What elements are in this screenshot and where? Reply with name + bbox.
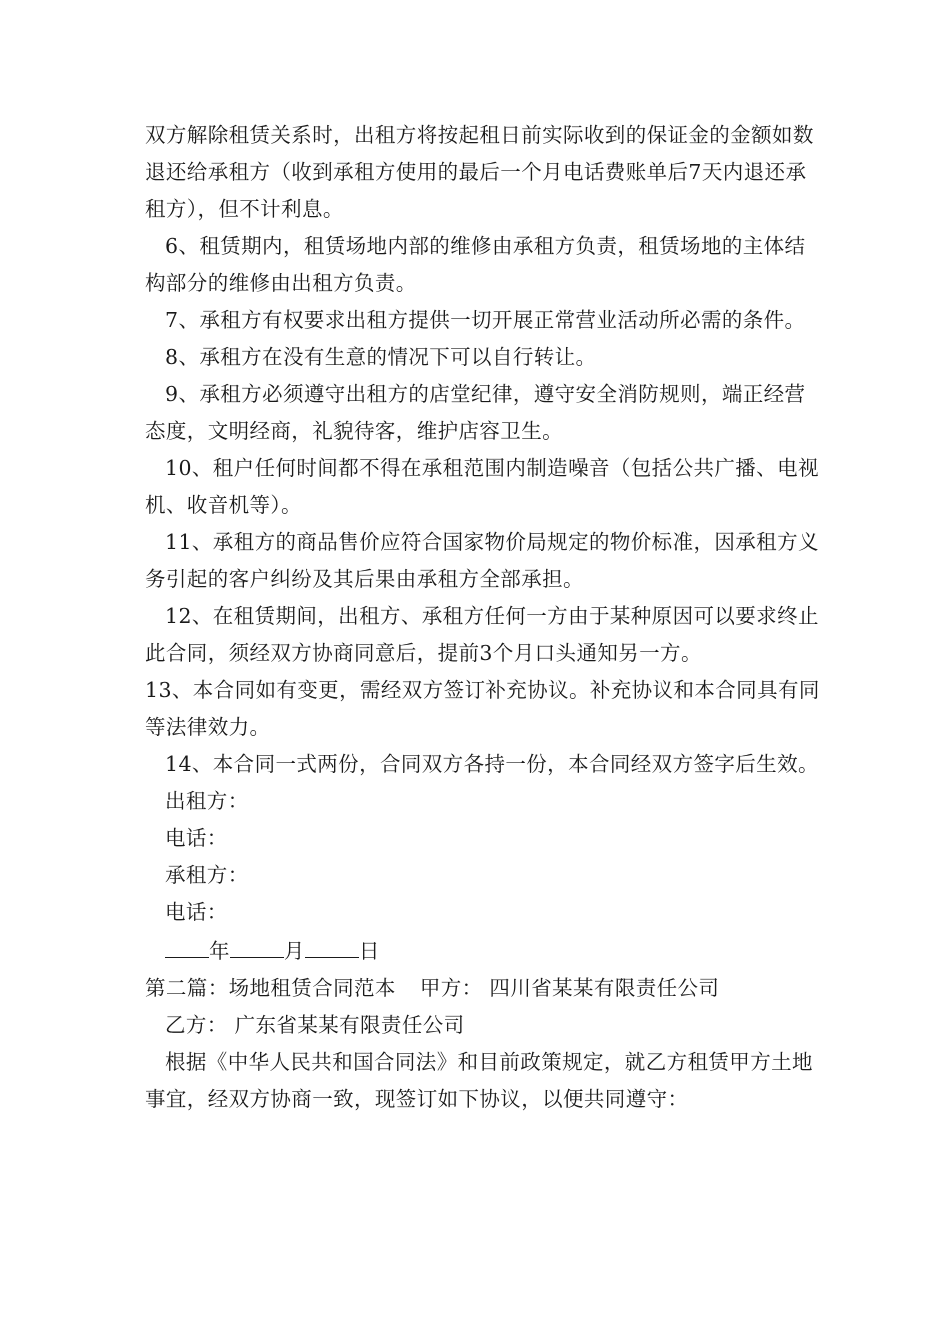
paragraph-continuation: 双方解除租赁关系时，出租方将按起租日前实际收到的保证金的金额如数退还给承租方（收到承租方使用的最后一个月电话费账单后7天内退还承租方），但不计利息。 bbox=[145, 123, 814, 221]
lessor-phone-label: 电话： bbox=[165, 826, 228, 850]
clause-10: 10、租户任何时间都不得在承租范围内制造噪音（包括公共广播、电视机、收音机等）。 bbox=[145, 456, 819, 517]
day-blank bbox=[305, 931, 359, 958]
lessee-phone-label: 电话： bbox=[165, 900, 228, 924]
year-char: 年 bbox=[209, 939, 230, 963]
clause-14: 14、本合同一式两份，合同双方各持一份，本合同经双方签字后生效。 bbox=[165, 752, 819, 776]
second-part-intro: 根据《中华人民共和国合同法》和目前政策规定，就乙方租赁甲方土地事宜，经双方协商一致，现签订如下协议，以便共同遵守： bbox=[145, 1050, 813, 1111]
day-char: 日 bbox=[358, 939, 380, 963]
document-body bbox=[145, 117, 825, 1118]
clause-9: 9、承租方必须遵守出租方的店堂纪律，遵守安全消防规则，端正经营态度，文明经商，礼貌待客，维护店容卫生。 bbox=[145, 382, 806, 443]
lessor-label: 出租方： bbox=[165, 789, 249, 813]
clause-11: 11、承租方的商品售价应符合国家物价局规定的物价标准，因承租方义务引起的客户纠纷及其后果由承租方全部承担。 bbox=[145, 530, 819, 591]
month-char: 月 bbox=[283, 939, 305, 963]
year-blank bbox=[165, 931, 209, 958]
month-blank bbox=[230, 931, 284, 958]
clause-13: 13、本合同如有变更，需经双方签订补充协议。补充协议和本合同具有同等法律效力。 bbox=[145, 678, 820, 739]
date-line bbox=[145, 931, 825, 970]
party-a: 甲方： 四川省某某有限责任公司 bbox=[419, 976, 720, 1000]
lessee-label: 承租方： bbox=[165, 863, 249, 887]
second-part-heading-line bbox=[145, 970, 825, 1007]
clause-6: 6、租赁期内，租赁场地内部的维修由承租方负责，租赁场地的主体结构部分的维修由出租方负责。 bbox=[145, 234, 806, 295]
clause-12: 12、在租赁期间，出租方、承租方任何一方由于某种原因可以要求终止此合同，须经双方协商同意后，提前3个月口头通知另一方。 bbox=[145, 604, 819, 665]
clause-8: 8、承租方在没有生意的情况下可以自行转让。 bbox=[165, 345, 597, 369]
clause-7: 7、承租方有权要求出租方提供一切开展正常营业活动所必需的条件。 bbox=[165, 308, 806, 332]
party-b: 乙方： 广东省某某有限责任公司 bbox=[165, 1013, 465, 1037]
second-part-heading: 第二篇：场地租赁合同范本 bbox=[145, 976, 396, 1000]
